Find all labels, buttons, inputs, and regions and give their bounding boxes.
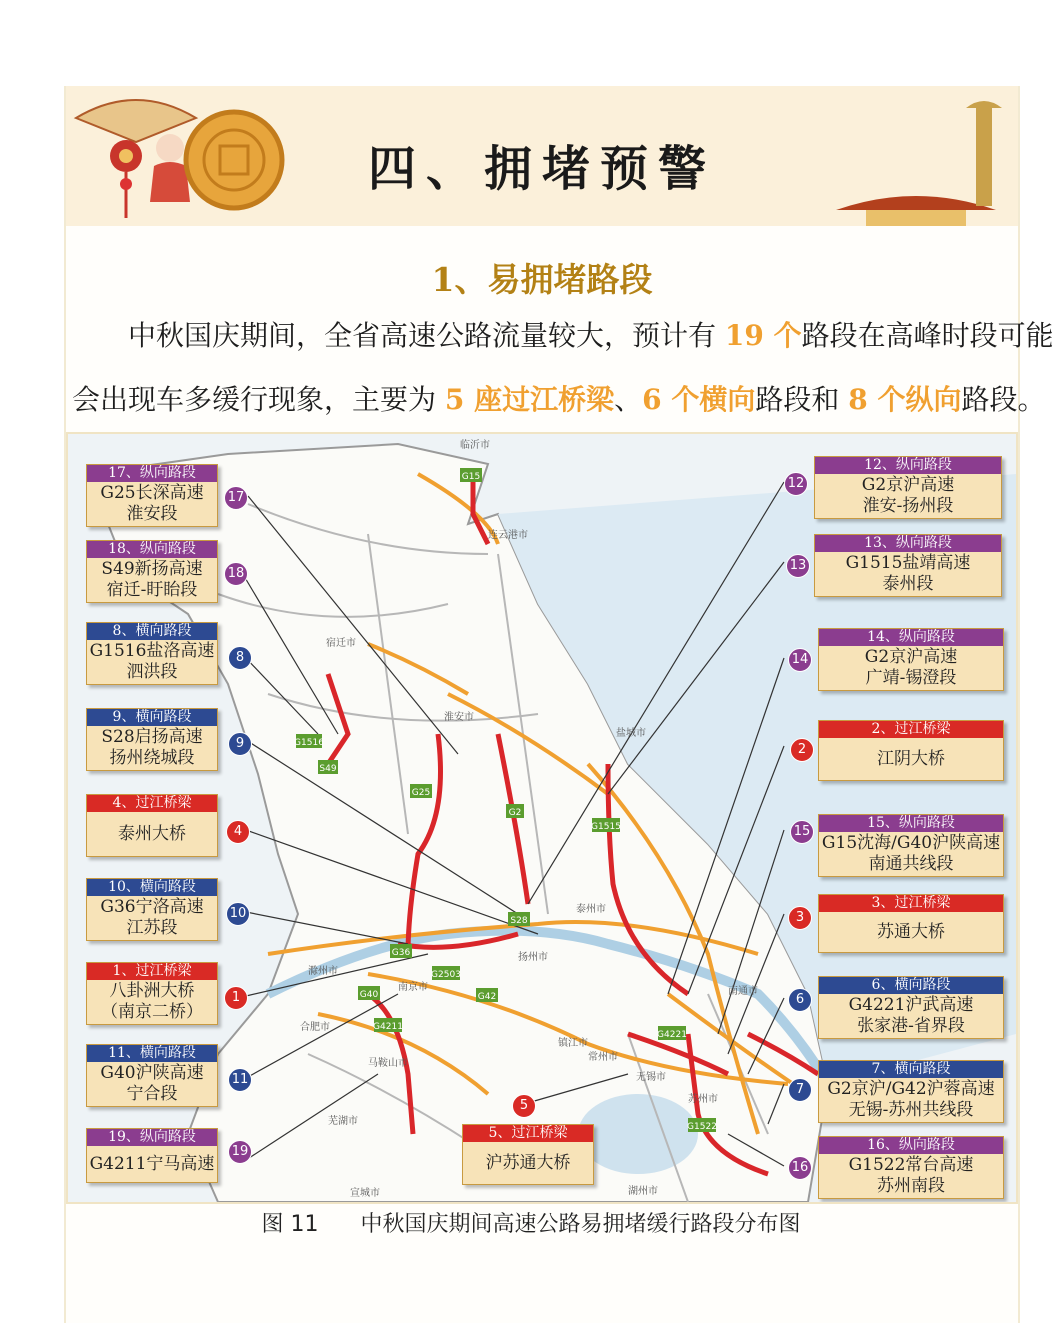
label-line: 泰州大桥 (118, 824, 186, 844)
lake (578, 1094, 698, 1174)
marker-3: 3 (788, 906, 812, 930)
svg-text:临沂市: 临沂市 (460, 440, 490, 451)
label-line: G2京沪高速 (861, 475, 955, 495)
svg-text:G1516: G1516 (294, 738, 324, 748)
label-5 (462, 1124, 594, 1185)
label-1 (86, 962, 218, 1025)
marker-18: 18 (224, 562, 248, 586)
label-line: 江阴大桥 (877, 749, 945, 769)
highlight-count: 19 个 (724, 319, 802, 352)
svg-text:盐城市: 盐城市 (616, 728, 646, 739)
marker-15: 15 (790, 820, 814, 844)
label-line: 苏通大桥 (877, 922, 945, 942)
label-header: 19、纵向路段 (87, 1129, 217, 1146)
label-4 (86, 794, 218, 857)
svg-text:合肥市: 合肥市 (300, 1022, 330, 1033)
svg-text:马鞍山市: 马鞍山市 (368, 1058, 408, 1069)
label-line: G25长深高速 (100, 483, 204, 503)
label-line: G4211宁马高速 (89, 1154, 215, 1174)
label-line: 泰州段 (882, 574, 934, 594)
label-16 (818, 1136, 1004, 1199)
label-17 (86, 464, 218, 527)
svg-text:芜湖市: 芜湖市 (328, 1116, 358, 1127)
svg-text:苏州市: 苏州市 (688, 1094, 718, 1105)
figure-number: 图 11 (261, 1212, 319, 1237)
label-line: 淮安段 (126, 504, 178, 524)
label-header: 17、纵向路段 (87, 465, 217, 482)
svg-text:扬州市: 扬州市 (518, 952, 548, 963)
svg-text:滁州市: 滁州市 (308, 966, 338, 977)
svg-text:泰州市: 泰州市 (576, 904, 606, 915)
figure-caption-text: 中秋国庆期间高速公路易拥堵缓行路段分布图 (360, 1212, 801, 1237)
label-line: 宿迁-盱眙段 (106, 580, 198, 600)
label-line: 沪苏通大桥 (485, 1153, 571, 1173)
label-header: 15、纵向路段 (819, 815, 1003, 832)
label-header: 2、过江桥梁 (819, 721, 1003, 738)
label-18 (86, 540, 218, 603)
marker-19: 19 (228, 1140, 252, 1164)
marker-5: 5 (512, 1094, 536, 1118)
svg-text:G2: G2 (508, 808, 522, 818)
label-line: G1522常台高速 (848, 1155, 974, 1175)
text: 中秋国庆期间，全省高速公路流量较大，预计有 (128, 319, 725, 352)
svg-text:湖州市: 湖州市 (628, 1186, 658, 1197)
label-15 (818, 814, 1004, 877)
svg-text:G1522: G1522 (687, 1122, 717, 1132)
label-line: （南京二桥） (101, 1002, 203, 1022)
label-7 (818, 1060, 1004, 1123)
marker-13: 13 (786, 554, 810, 578)
label-line: S28启扬高速 (101, 727, 203, 747)
congestion-map (66, 432, 1018, 1204)
label-header: 5、过江桥梁 (463, 1125, 593, 1142)
label-header: 7、横向路段 (819, 1061, 1003, 1078)
marker-4: 4 (226, 820, 250, 844)
label-header: 16、纵向路段 (819, 1137, 1003, 1154)
marker-7: 7 (788, 1078, 812, 1102)
label-header: 11、横向路段 (87, 1045, 217, 1062)
label-9 (86, 708, 218, 771)
label-8 (86, 622, 218, 685)
svg-text:淮安市: 淮安市 (444, 712, 474, 723)
label-line: 广靖-锡澄段 (865, 668, 957, 688)
marker-10: 10 (226, 902, 250, 926)
label-line: 扬州绕城段 (109, 748, 195, 768)
highlight-horizontal: 6 个横向 (642, 383, 756, 416)
label-2 (818, 720, 1004, 781)
svg-text:G25: G25 (411, 788, 431, 798)
marker-9: 9 (228, 732, 252, 756)
label-header: 18、纵向路段 (87, 541, 217, 558)
svg-text:G36: G36 (391, 948, 411, 958)
svg-text:G4221: G4221 (657, 1030, 687, 1040)
label-11 (86, 1044, 218, 1107)
svg-text:南通市: 南通市 (728, 986, 758, 997)
label-line: 淮安-扬州段 (862, 496, 954, 516)
label-3 (818, 894, 1004, 953)
marker-17: 17 (224, 486, 248, 510)
label-line: G15沈海/G40沪陕高速 (821, 833, 1001, 853)
label-header: 1、过江桥梁 (87, 963, 217, 980)
label-header: 14、纵向路段 (819, 629, 1003, 646)
label-10 (86, 878, 218, 941)
paragraph-line-1 (72, 314, 1054, 354)
label-header: 13、纵向路段 (815, 535, 1001, 552)
label-19 (86, 1128, 218, 1183)
label-13 (814, 534, 1002, 597)
svg-text:G4211: G4211 (373, 1022, 403, 1032)
label-line: G40沪陕高速 (100, 1063, 204, 1083)
svg-text:无锡市: 无锡市 (636, 1072, 666, 1083)
label-line: S49新扬高速 (101, 559, 203, 579)
highlight-bridges: 5 座过江桥梁 (444, 383, 615, 416)
label-line: 张家港-省界段 (857, 1016, 965, 1036)
label-line: 无锡-苏州共线段 (848, 1100, 974, 1120)
svg-text:连云港市: 连云港市 (488, 530, 528, 541)
highlight-vertical: 8 个纵向 (848, 383, 962, 416)
banner-title: 四、拥堵预警 (367, 141, 716, 197)
figure-caption (0, 1207, 1062, 1238)
text: 路段和 (755, 383, 849, 416)
label-14 (818, 628, 1004, 691)
label-header: 3、过江桥梁 (819, 895, 1003, 912)
svg-text:南京市: 南京市 (398, 982, 428, 993)
label-6 (818, 976, 1004, 1039)
label-line: G1516盐洛高速 (89, 641, 215, 661)
label-line: 江苏段 (126, 918, 178, 938)
label-line: 八卦洲大桥 (109, 981, 195, 1001)
text: 路段在高峰时段可能 (801, 319, 1054, 352)
svg-text:G1515: G1515 (591, 822, 621, 832)
label-header: 4、过江桥梁 (87, 795, 217, 812)
label-line: G2京沪高速 (864, 647, 958, 667)
svg-text:宣城市: 宣城市 (350, 1188, 380, 1199)
label-line: 泗洪段 (126, 662, 178, 682)
marker-12: 12 (784, 472, 808, 496)
text: 会出现车多缓行现象，主要为 (72, 383, 445, 416)
marker-16: 16 (788, 1156, 812, 1180)
label-line: G2京沪/G42沪蓉高速 (827, 1079, 995, 1099)
svg-text:宿迁市: 宿迁市 (326, 638, 356, 649)
svg-text:G40: G40 (359, 990, 379, 1000)
label-line: G1515盐靖高速 (845, 553, 971, 573)
label-line: 南通共线段 (868, 854, 954, 874)
section-title: 1、易拥堵路段 (431, 260, 653, 299)
label-line: G4221沪武高速 (848, 995, 974, 1015)
label-12 (814, 456, 1002, 519)
svg-text:G2503: G2503 (431, 970, 461, 980)
text: 路段。 (961, 383, 1046, 416)
svg-text:常州市: 常州市 (588, 1052, 618, 1063)
svg-text:S49: S49 (319, 764, 337, 774)
label-header: 8、横向路段 (87, 623, 217, 640)
svg-text:S28: S28 (510, 916, 528, 926)
label-line: 宁合段 (126, 1084, 178, 1104)
svg-text:G15: G15 (461, 472, 481, 482)
marker-6: 6 (788, 988, 812, 1012)
marker-2: 2 (790, 738, 814, 762)
marker-11: 11 (228, 1068, 252, 1092)
label-header: 10、横向路段 (87, 879, 217, 896)
label-header: 6、横向路段 (819, 977, 1003, 994)
marker-1: 1 (224, 986, 248, 1010)
marker-14: 14 (788, 648, 812, 672)
marker-8: 8 (228, 646, 252, 670)
paragraph-line-2 (72, 378, 1046, 418)
label-header: 9、横向路段 (87, 709, 217, 726)
label-line: G36宁洛高速 (100, 897, 204, 917)
svg-text:镇江市: 镇江市 (558, 1038, 588, 1049)
section-banner (66, 86, 1018, 226)
label-line: 苏州南段 (877, 1176, 945, 1196)
svg-text:G42: G42 (477, 992, 497, 1002)
label-header: 12、纵向路段 (815, 457, 1001, 474)
text: 、 (614, 383, 643, 416)
